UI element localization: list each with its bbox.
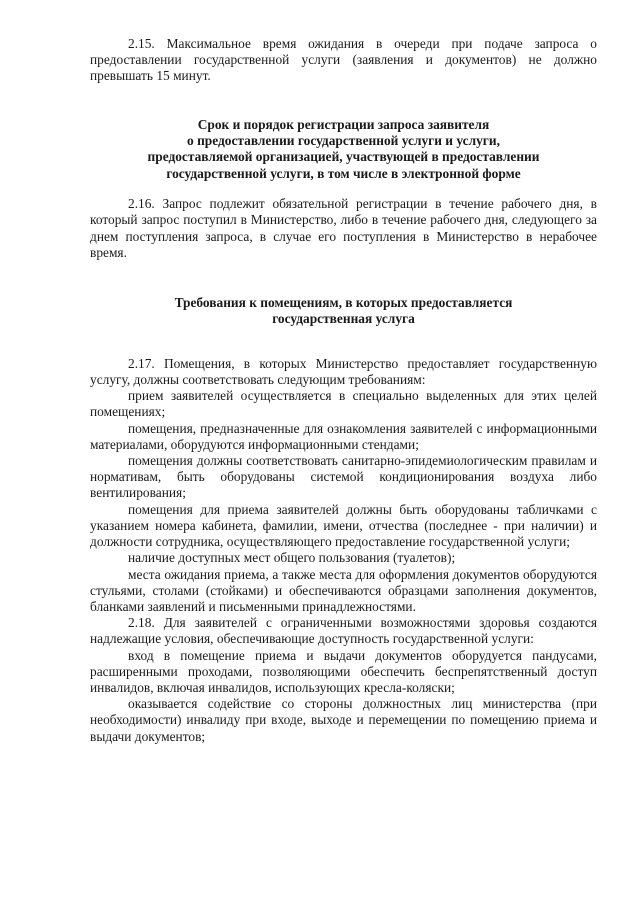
accessibility-item: вход в помещение приема и выдачи документов оборудуется пандусами, расширенными проходами, позволяющими обеспечить беспрепятственный доступ инвалидов, включая инвалидов, использующих кресла-коляски; (90, 647, 597, 695)
requirement-item: места ожидания приема, а также места для оформления документов оборудуются стульями, столами (стойками) и обеспечиваются образцами заполнения документов, бланками заявлений и письменными принадлежностями. (90, 566, 597, 614)
heading-line: предоставляемой организацией, участвующей в предоставлении (147, 149, 540, 165)
paragraph-2-17: 2.17. Помещения, в которых Министерство предоставляет государственную услугу, должны соответствовать следующим требованиям: (90, 355, 597, 388)
requirement-item: помещения, предназначенные для ознакомления заявителей с информационными материалами, оборудуются информационными стендами; (90, 420, 597, 452)
paragraph-2-15: 2.15. Максимальное время ожидания в очереди при подаче запроса о предоставлении государственной услуги (заявления и документов) не должно превышать 15 минут. (90, 36, 597, 84)
heading-line: государственная услуга (272, 311, 415, 327)
accessibility-item: оказывается содействие со стороны должностных лиц министерства (при необходимости) инвалиду при входе, выходе и перемещении по помещению приема и выдачи документов; (90, 696, 597, 744)
section-heading-premises (90, 295, 597, 328)
paragraph-2-16: 2.16. Запрос подлежит обязательной регистрации в течение рабочего дня, в который запрос поступил в Министерство, либо в течение рабочего дня, следующего за днем поступления запроса, в случае его поступления в Министерство в нерабочее время. (90, 196, 597, 260)
paragraph-2-18: 2.18. Для заявителей с ограниченными возможностями здоровья создаются надлежащие условия, обеспечивающие доступность государственной услуги: (90, 615, 597, 647)
requirement-item: наличие доступных мест общего пользования (туалетов); (128, 550, 456, 566)
heading-line: Срок и порядок регистрации запроса заявителя (197, 116, 490, 132)
heading-line: Требования к помещениям, в которых предоставляется (174, 295, 513, 311)
heading-line: о предоставлении государственной услуги и услуги, (187, 133, 500, 149)
requirement-item: помещения для приема заявителей должны быть оборудованы табличками с указанием номера кабинета, фамилии, имени, отчества (последнее - при наличии) и должности сотрудника, осуществляющего предоставление государственной услуги; (90, 501, 597, 550)
section-heading-registration (90, 117, 597, 183)
requirement-item: прием заявителей осуществляется в специально выделенных для этих целей помещениях; (90, 388, 597, 420)
document-page (90, 36, 597, 745)
heading-line: государственной услуги, в том числе в электронной форме (166, 165, 521, 181)
requirement-item: помещения должны соответствовать санитарно-эпидемиологическим правилам и нормативам, быть оборудованы системой кондиционирования воздуха либо вентилирования; (90, 453, 597, 501)
